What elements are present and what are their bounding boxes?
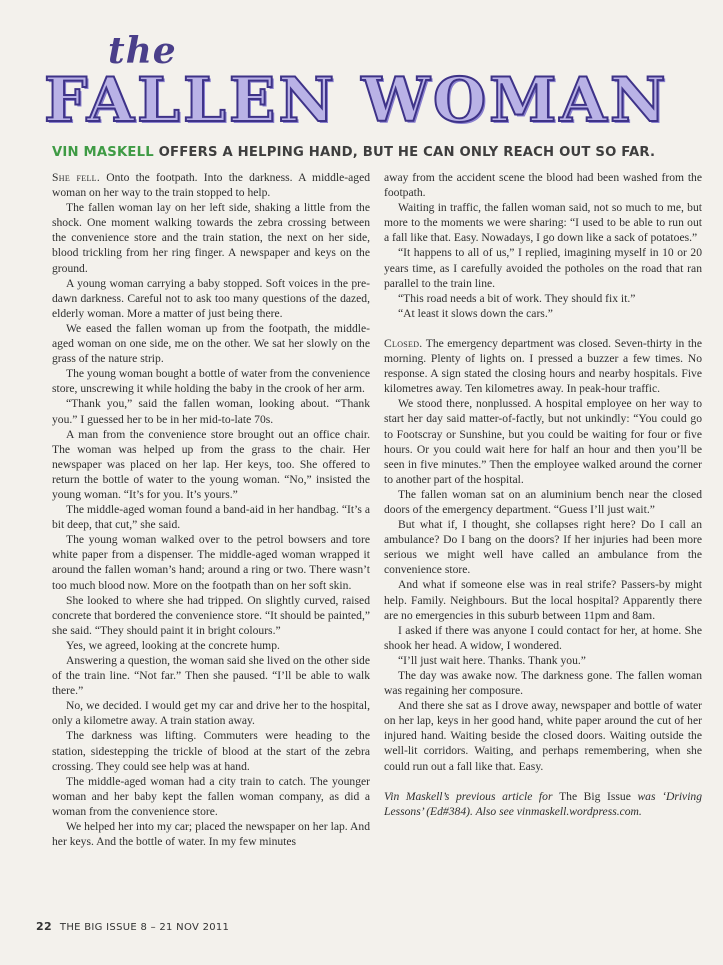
paragraph: The middle-aged woman found a band-aid in her handbag. “It’s a bit deep, that cut,” she said.	[52, 503, 370, 532]
right-column	[384, 170, 702, 819]
paragraph: A man from the convenience store brought out an office chair. The woman was helped up from the grass to the chair. Her newspaper was placed on her lap. Her keys, too. She offered to return the bottle of water to the young woman. “No,” insisted the young woman. “It’s for you. It’s yours.”	[52, 427, 370, 501]
headline-kicker: the	[108, 30, 177, 72]
paragraph: The darkness was lifting. Commuters were heading to the station, sidestepping the trickle of blood at the start of the zebra crossing. They could see help was at hand.	[52, 729, 370, 773]
headline-title: FALLEN WOMAN	[44, 65, 669, 136]
paragraph: And what if someone else was in real strife? Passers-by might help. Family. Neighbours. But the local hospital? Apparently there are no emergencies in this suburb between 11pm and 8am.	[384, 578, 702, 622]
paragraph: And there she sat as I drove away, newspaper and bottle of water on her lap, keys in her good hand, white paper around the cut of her injured hand. Waiting beside the closed doors. Waiting outside the well-lit corridors. Waiting, and perhaps remembering, when she could run out a fall like that. Easy.	[384, 699, 702, 773]
paragraph: “It happens to all of us,” I replied, imagining myself in 10 or 20 years time, as I carefully avoided the potholes on the road that ran parallel to the train line.	[384, 246, 702, 290]
paragraph: Closed. The emergency department was closed. Seven-thirty in the morning. Plenty of lights on. I pressed a buzzer a few times. No response. A sign stated the closing hours and nearby hospitals. Five kilometres away. Ten kilometres away. In peak-hour traffic.	[384, 336, 702, 396]
paragraph: A young woman carrying a baby stopped. Soft voices in the pre-dawn darkness. Careful not to ask too many questions of the dazed, elderly woman. More a matter of just being there.	[52, 276, 370, 320]
paragraph: away from the accident scene the blood had been washed from the footpath.	[384, 171, 702, 200]
paragraph: The middle-aged woman had a city train to catch. The younger woman and her baby kept the fallen woman company, as did a woman from the convenience store.	[52, 774, 370, 818]
paragraph: We helped her into my car; placed the newspaper on her lap. And her keys. And the bottle of water. In my few minutes	[52, 820, 370, 849]
page-number: 22	[36, 920, 52, 933]
paragraph: We stood there, nonplussed. A hospital employee on her way to start her day said matter-of-factly, but not unkindly: “You could go to Footscray or Sunshine, but you could be waiting for four or five hours. Or you could wait here for half an hour and then you’ll be seen in five minutes.” Then the employee walked around the corner to another part of the hospital.	[384, 397, 702, 486]
paragraph: The young woman bought a bottle of water from the convenience store, unscrewing it while holding the baby in the crook of her arm.	[52, 367, 370, 396]
paragraph: Yes, we agreed, looking at the concrete hump.	[66, 638, 280, 652]
paragraph: She looked to where she had tripped. On slightly curved, raised concrete that bordered the convenience store. “It should be painted,” she said. “They should paint it in bright colours.”	[52, 593, 370, 637]
paragraph: “This road needs a bit of work. They should fix it.”	[398, 291, 636, 305]
paragraph: The young woman walked over to the petrol bowsers and tore white paper from a dispenser. The middle-aged woman wrapped it around the fallen woman’s hand; around a ring or two. There wasn’t too much blood now. More on the footpath than on her soft skin.	[52, 533, 370, 592]
paragraph: She fell. Onto the footpath. Into the darkness. A middle-aged woman on her way to the train stopped to help.	[52, 171, 371, 200]
standfirst	[52, 145, 692, 160]
paragraph: “At least it slows down the cars.”	[398, 306, 553, 320]
paragraph: We eased the fallen woman up from the footpath, the middle-aged woman on one side, me on the other. We sat her slowly on the grass of the nature strip.	[52, 321, 370, 366]
paragraph: But what if, I thought, she collapses right here? Do I call an ambulance? Do I bang on the doors? If her injuries had been more serious we might well have called an ambulance from the convenience store.	[384, 518, 702, 577]
paragraph: “I’ll just wait here. Thanks. Thank you.”	[398, 653, 586, 667]
paragraph: The day was awake now. The darkness gone. The fallen woman was regaining her composure.	[384, 669, 702, 698]
author-footnote: Vin Maskell’s previous article for The Big Issue was ‘Driving Lessons’ (Ed#384). Also see vinmaskell.wordpress.com.	[384, 789, 703, 818]
paragraph: Waiting in traffic, the fallen woman said, not so much to me, but more to the moments we were sharing: “I used to be able to run out a fall like that. Easy. Nowadays, I go down like a sack of potatoes.”	[384, 201, 702, 245]
section-lead: She fell.	[52, 171, 101, 184]
issue-info: THE BIG ISSUE 8 – 21 NOV 2011	[59, 922, 230, 933]
left-column	[52, 170, 370, 849]
page-footer	[36, 920, 229, 933]
byline: VIN MASKELL	[52, 145, 154, 160]
paragraph: I asked if there was anyone I could contact for her, at home. She shook her head. A widow, I wondered.	[384, 623, 702, 652]
paragraph: “Thank you,” said the fallen woman, looking about. “Thank you.” I guessed her to be in her mid-to-late 70s.	[52, 397, 370, 426]
paragraph: No, we decided. I would get my car and drive her to the hospital, only a kilometre away. A train station away.	[52, 699, 370, 728]
standfirst-text: OFFERS A HELPING HAND, BUT HE CAN ONLY REACH OUT SO FAR.	[153, 145, 656, 160]
paragraph: Answering a question, the woman said she lived on the other side of the train line. “Not far.” Then she paused. “I’ll be able to walk there.”	[52, 654, 370, 698]
section-lead: Closed.	[384, 336, 423, 350]
paragraph: The fallen woman sat on an aluminium bench near the closed doors of the emergency department. “Guess I’ll just wait.”	[384, 487, 702, 516]
section-break	[384, 321, 702, 336]
paragraph: The fallen woman lay on her left side, shaking a little from the shock. One moment walking towards the zebra crossing between the convenience store and the train station, the next on her side, blood trickling from her ring finger. A newspaper and keys on the ground.	[52, 201, 370, 275]
